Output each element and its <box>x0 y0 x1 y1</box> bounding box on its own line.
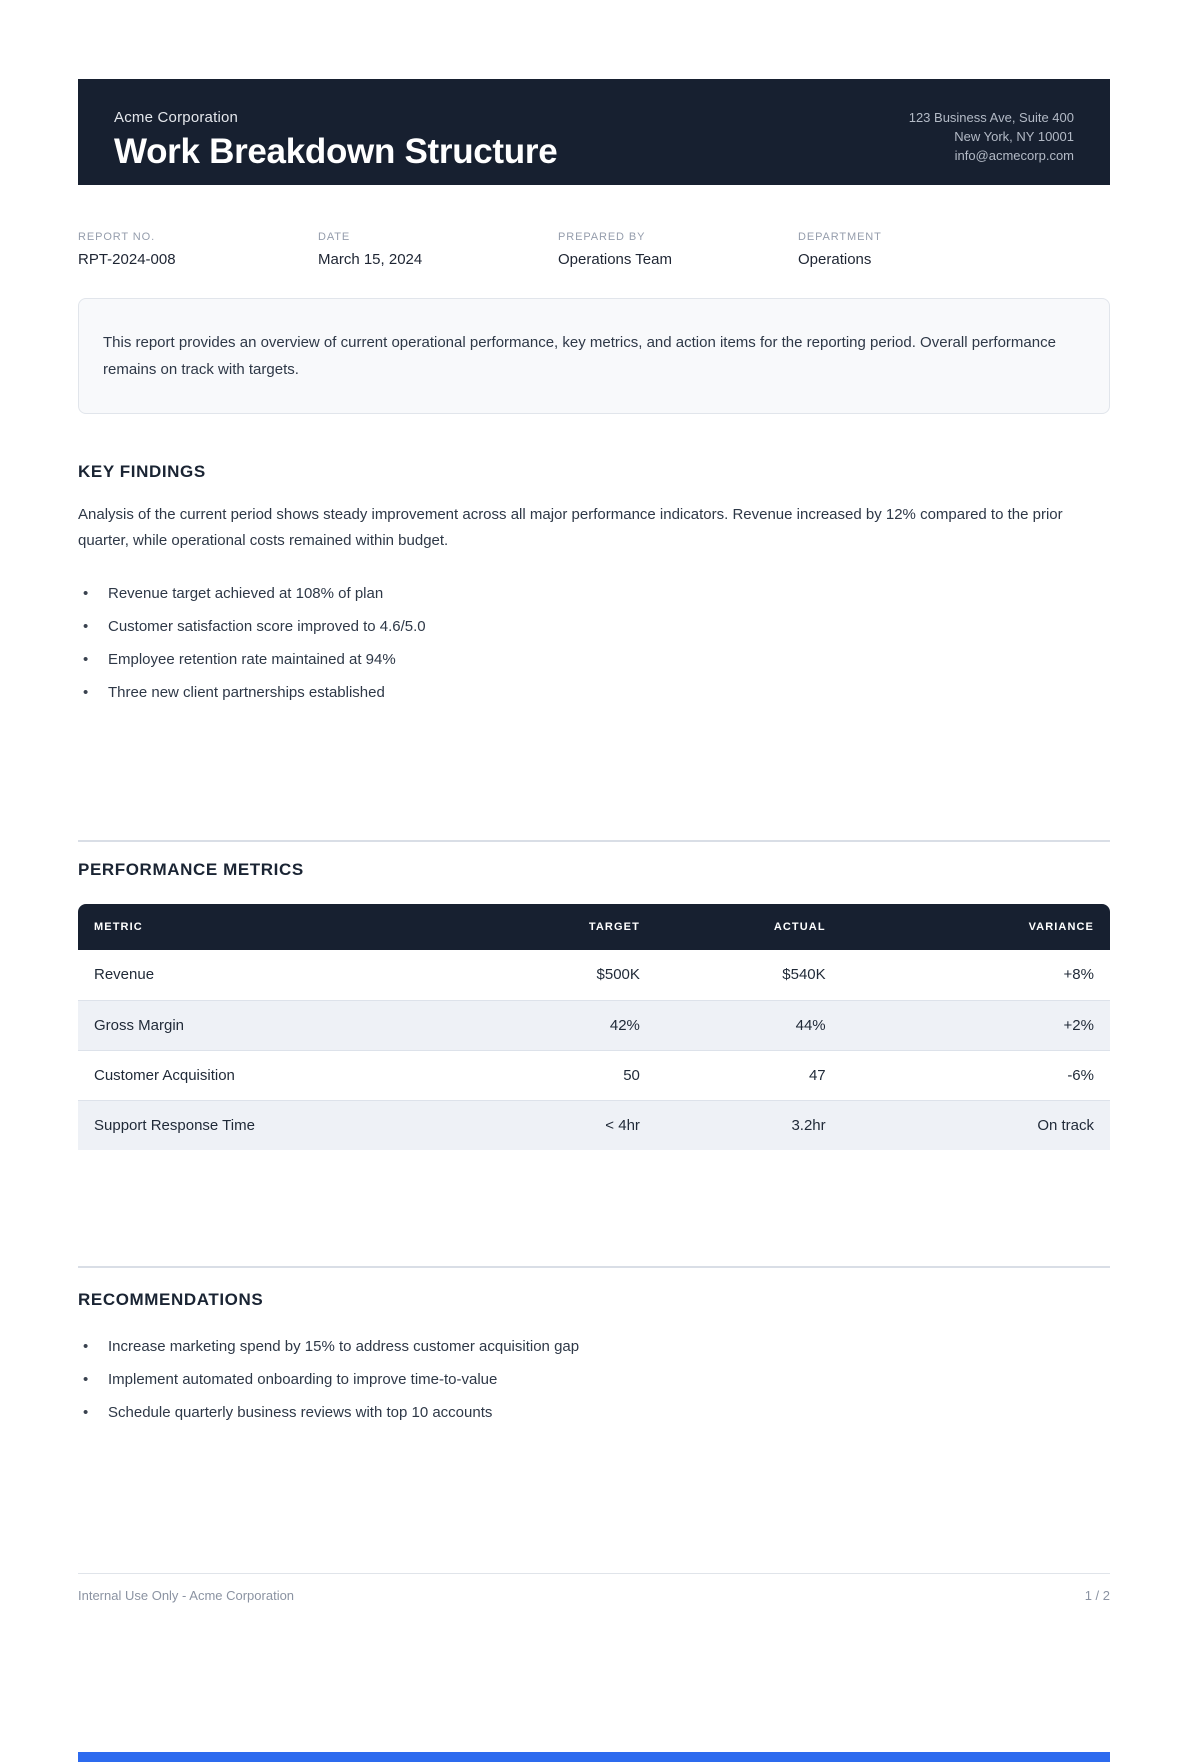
report-header-banner <box>78 79 1110 185</box>
company-name: Acme Corporation <box>114 109 239 126</box>
address-line: info@acmecorp.com <box>954 147 1074 163</box>
company-address <box>909 105 1074 169</box>
metric-name-cell: Support Response Time <box>78 1100 491 1150</box>
metrics-table-row <box>78 1050 1110 1100</box>
meta-field <box>318 231 558 268</box>
meta-field <box>798 231 1038 268</box>
key-finding-item: • Employee retention rate maintained at 94% <box>78 643 1110 676</box>
recommendations-list <box>78 1330 1110 1429</box>
summary-box <box>78 298 1110 414</box>
next-page-accent-bar <box>78 1752 1110 1762</box>
performance-metrics-table <box>78 904 1110 1150</box>
metric-actual-cell: 47 <box>656 1050 842 1100</box>
key-finding-item: • Revenue target achieved at 108% of plan <box>78 577 1110 610</box>
metrics-column-header: TARGET <box>491 904 656 950</box>
metric-target-cell: $500K <box>596 966 640 983</box>
recommendation-item: • Implement automated onboarding to improve time-to-value <box>78 1363 1110 1396</box>
footer-classification: Internal Use Only - Acme Corporation <box>78 1587 295 1603</box>
metrics-column-header: ACTUAL <box>656 904 842 950</box>
metric-target-cell: 50 <box>491 1050 656 1100</box>
key-findings-heading: KEY FINDINGS <box>78 462 206 481</box>
key-findings-section <box>78 462 1110 709</box>
address-line: New York, NY 10001 <box>954 128 1074 144</box>
recommendations-section <box>78 1290 1110 1429</box>
key-findings-list <box>78 577 1110 709</box>
metric-actual-cell: $540K <box>782 966 826 983</box>
recommendation-item: • Schedule quarterly business reviews with top 10 accounts <box>78 1396 1110 1429</box>
performance-metrics-heading: PERFORMANCE METRICS <box>78 859 304 879</box>
meta-field <box>558 231 798 268</box>
meta-label: PREPARED BY <box>558 231 646 243</box>
key-findings-paragraph: Analysis of the current period shows steady improvement across all major performance indicators. Revenue increased by 12% compared to the prior quarter, while operational costs remained within budget. <box>78 506 1063 550</box>
metric-variance-cell: +2% <box>842 1000 1110 1050</box>
address-line: 123 Business Ave, Suite 400 <box>908 110 1074 125</box>
meta-value: Operations Team <box>558 251 672 268</box>
metric-actual-cell: 3.2hr <box>656 1100 842 1150</box>
metric-variance-cell: +8% <box>1063 966 1094 983</box>
metric-actual-cell: 44% <box>656 1000 842 1050</box>
metric-name-cell: Gross Margin <box>78 1000 491 1050</box>
metrics-column-header: METRIC <box>78 904 491 950</box>
banner-left <box>114 105 557 169</box>
meta-value: March 15, 2024 <box>318 251 423 268</box>
metrics-column-header: VARIANCE <box>842 904 1110 950</box>
key-finding-item: • Three new client partnerships established <box>78 676 1110 709</box>
metrics-table-head <box>78 904 1110 950</box>
meta-value: RPT-2024-008 <box>78 251 176 268</box>
meta-label: DATE <box>318 231 351 243</box>
metric-target-cell: 42% <box>491 1000 656 1050</box>
meta-value: Operations <box>798 251 872 268</box>
metric-name-cell: Revenue <box>94 966 155 983</box>
meta-field <box>78 231 318 268</box>
metrics-table-row <box>78 950 1110 1000</box>
metrics-header-row <box>78 904 1110 950</box>
meta-label: DEPARTMENT <box>798 231 882 243</box>
section-divider <box>78 840 1110 842</box>
metrics-table-row <box>78 1100 1110 1150</box>
metric-variance-cell: On track <box>842 1100 1110 1150</box>
report-page <box>0 79 1190 1603</box>
metric-variance-cell: -6% <box>842 1050 1110 1100</box>
metrics-table-row <box>78 1000 1110 1050</box>
recommendation-item: • Increase marketing spend by 15% to address customer acquisition gap <box>78 1330 1110 1363</box>
metric-name-cell: Customer Acquisition <box>78 1050 491 1100</box>
key-finding-item: • Customer satisfaction score improved to 4.6/5.0 <box>78 610 1110 643</box>
recommendations-heading: RECOMMENDATIONS <box>78 1289 264 1309</box>
section-divider <box>78 1266 1110 1268</box>
metrics-table-body <box>78 950 1110 1150</box>
summary-text: This report provides an overview of current operational performance, key metrics, and action items for the reporting period. Overall performance remains on track with targets. <box>103 334 1056 378</box>
page-number: 1 / 2 <box>1084 1587 1110 1603</box>
report-title: Work Breakdown Structure <box>114 132 558 171</box>
page-footer <box>78 1573 1110 1603</box>
meta-label: REPORT NO. <box>78 231 156 243</box>
report-meta-row <box>78 231 1110 268</box>
metric-target-cell: < 4hr <box>491 1100 656 1150</box>
